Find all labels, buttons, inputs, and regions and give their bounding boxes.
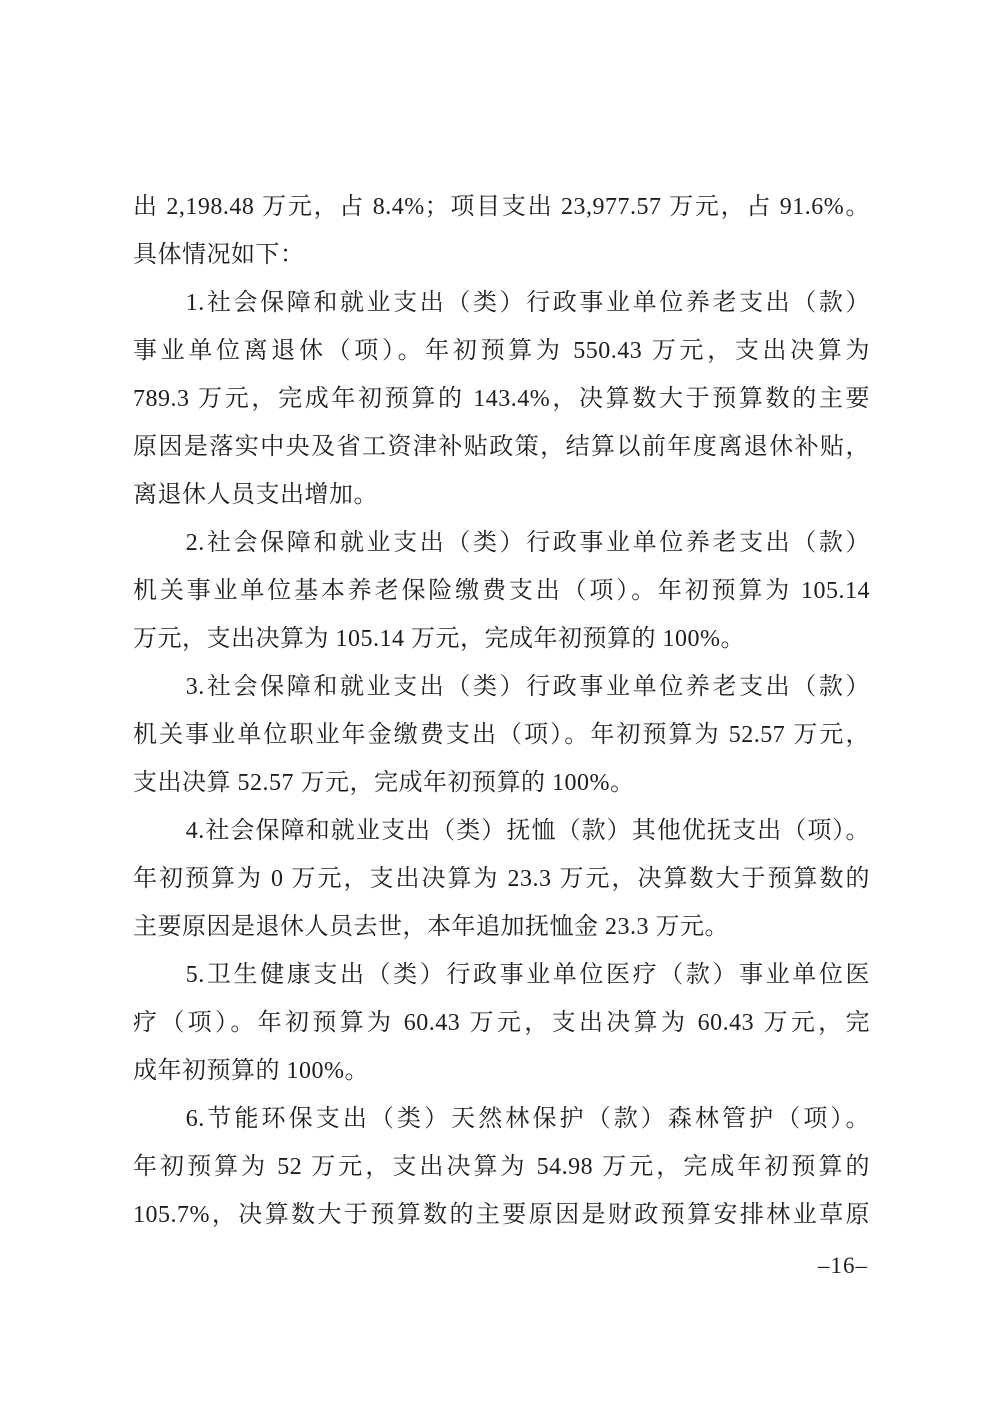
document-line: 机关事业单位职业年金缴费支出（项）。年初预算为 52.57 万元， <box>133 722 870 748</box>
document-line: 4.社会保障和就业支出（类）抚恤（款）其他优抚支出（项）。 <box>185 818 870 844</box>
document-line: 机关事业单位基本养老保险缴费支出（项）。年初预算为 105.14 <box>133 578 870 604</box>
document-line: 5.卫生健康支出（类）行政事业单位医疗（款）事业单位医 <box>185 962 870 988</box>
document-line: 事业单位离退休（项）。年初预算为 550.43 万元，支出决算为 <box>133 338 870 364</box>
page-number: –16– <box>818 1253 868 1278</box>
document-line: 年初预算为 52 万元，支出决算为 54.98 万元，完成年初预算的 <box>133 1154 870 1180</box>
document-line: 具体情况如下： <box>133 242 305 268</box>
document-line: 6.节能环保支出（类）天然林保护（款）森林管护（项）。 <box>185 1106 870 1132</box>
document-line: 3.社会保障和就业支出（类）行政事业单位养老支出（款） <box>185 674 870 700</box>
document-line: 1.社会保障和就业支出（类）行政事业单位养老支出（款） <box>185 290 870 316</box>
text-block <box>133 183 870 1283</box>
document-line: 2.社会保障和就业支出（类）行政事业单位养老支出（款） <box>185 530 870 556</box>
document-line: 疗（项）。年初预算为 60.43 万元，支出决算为 60.43 万元，完 <box>133 1010 870 1036</box>
document-line: 成年初预算的 100%。 <box>133 1058 369 1084</box>
document-line: 原因是落实中央及省工资津补贴政策，结算以前年度离退休补贴， <box>133 434 870 460</box>
document-line: 105.7%，决算数大于预算数的主要原因是财政预算安排林业草原 <box>133 1202 870 1228</box>
document-line: 支出决算 52.57 万元，完成年初预算的 100%。 <box>133 770 635 796</box>
document-line: 主要原因是退休人员去世，本年追加抚恤金 23.3 万元。 <box>133 914 729 940</box>
document-line: 789.3 万元，完成年初预算的 143.4%，决算数大于预算数的主要 <box>133 386 870 412</box>
document-line: 出 2,198.48 万元，占 8.4%；项目支出 23,977.57 万元，占 91.6%。 <box>133 194 870 220</box>
document-line: 年初预算为 0 万元，支出决算为 23.3 万元，决算数大于预算数的 <box>133 866 870 892</box>
document-line: 离退休人员支出增加。 <box>133 482 378 508</box>
document-line: 万元，支出决算为 105.14 万元，完成年初预算的 100%。 <box>133 626 745 652</box>
